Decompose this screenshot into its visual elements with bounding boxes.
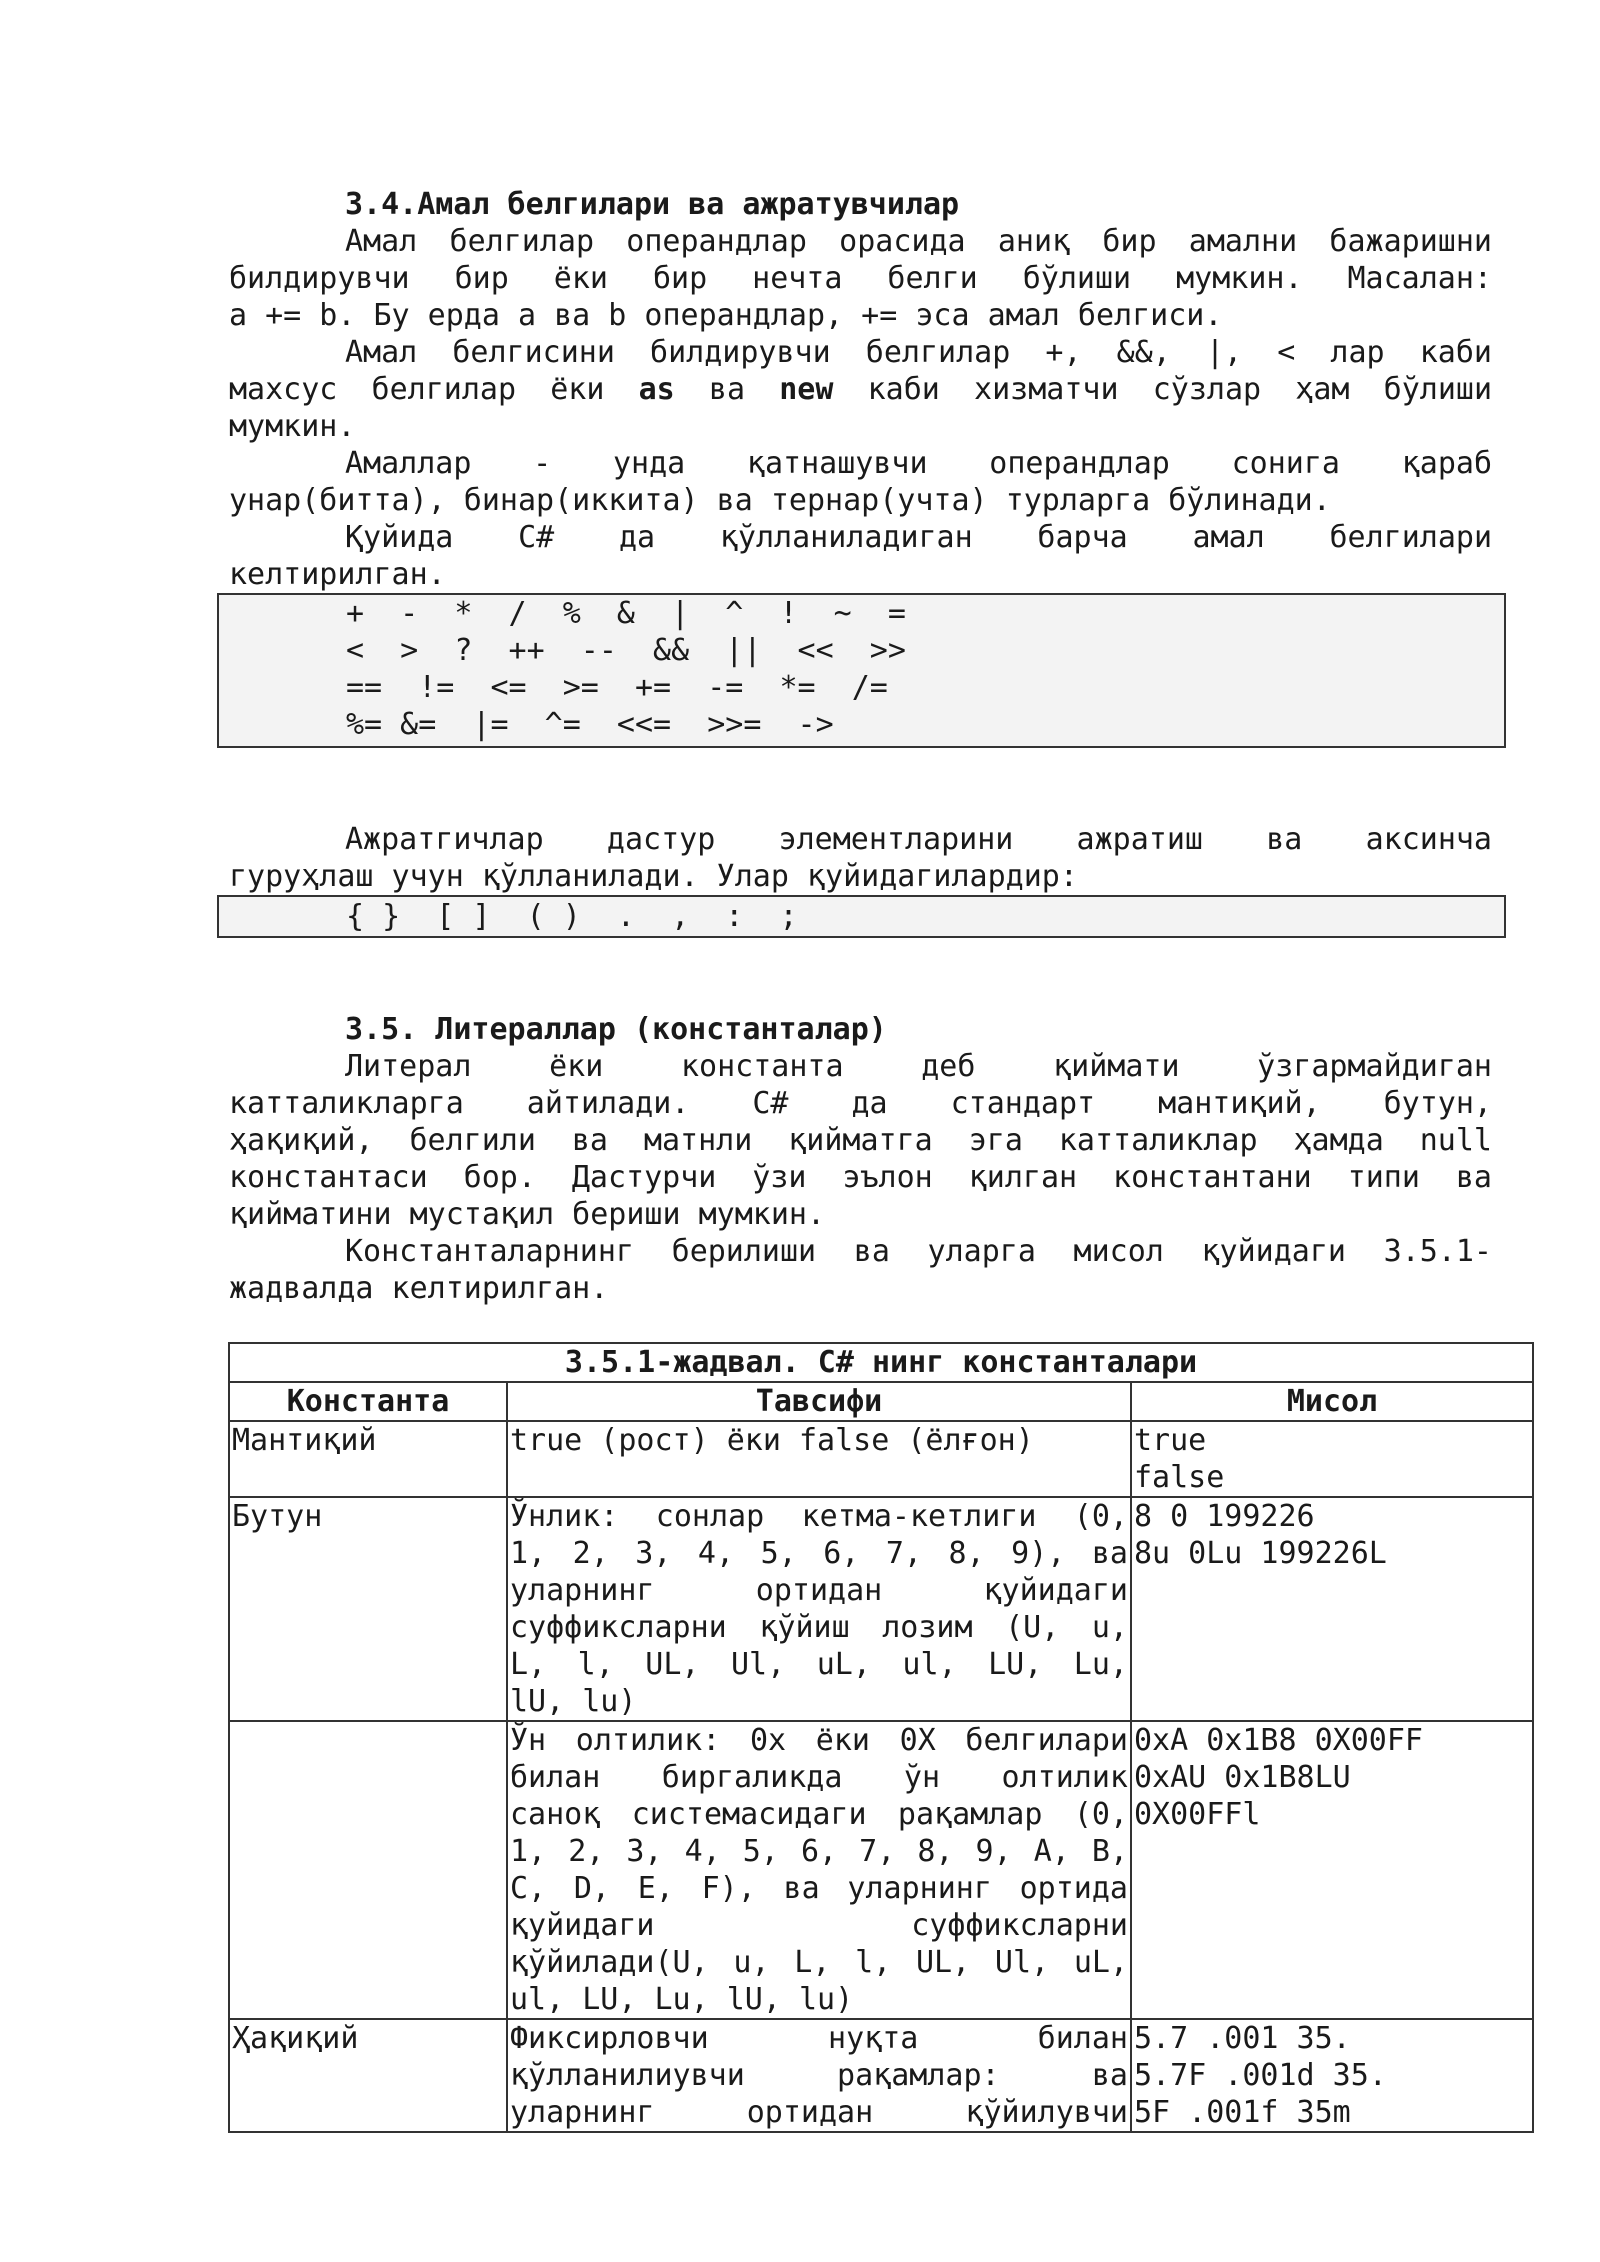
paragraph-line: унар(битта), бинар(иккита) ва тернар(учта) турларга бўлинади. bbox=[229, 483, 1331, 518]
separators-code-box bbox=[217, 895, 1506, 938]
cell-line: уларнинг ортидан қўйилувчи bbox=[510, 2095, 1128, 2130]
paragraph-line: катталикларга айтилади. C# да стандарт мантиқий, бутун, bbox=[229, 1086, 1492, 1121]
cell-line: ul, LU, Lu, lU, lu) bbox=[510, 1982, 854, 2017]
cell-description bbox=[507, 2019, 1131, 2132]
paragraph-line: Константаларнинг берилиши ва уларга мисол қуйидаги 3.5.1- bbox=[345, 1234, 1492, 1269]
cell-line: уларнинг ортидан қуйидаги bbox=[510, 1573, 1128, 1608]
table-row bbox=[229, 2019, 1533, 2132]
cell-line: Фиксирловчи нуқта билан bbox=[510, 2021, 1128, 2056]
operators-code-box bbox=[217, 593, 1506, 748]
operators-line: < > ? ++ -- && || << >> bbox=[346, 633, 906, 668]
column-header: Тавсифи bbox=[507, 1382, 1131, 1421]
section-heading-3-5: 3.5. Литераллар (константалар) bbox=[345, 1012, 887, 1047]
paragraph-line: жадвалда келтирилган. bbox=[229, 1271, 609, 1306]
paragraph-line: a += b. Бу ерда a ва b операндлар, += эса амал белгиси. bbox=[229, 298, 1223, 333]
cell-line: саноқ системасидаги рақамлар (0, bbox=[510, 1797, 1128, 1832]
paragraph-line: Амаллар - унда қатнашувчи операндлар сонига қараб bbox=[345, 446, 1492, 481]
paragraph-line: мумкин. bbox=[229, 409, 356, 444]
paragraph-line: Ажратгичлар дастур элементларини ажратиш ва аксинча bbox=[345, 822, 1492, 857]
cell-line: қўйилади(U, u, L, l, UL, Ul, uL, bbox=[510, 1945, 1128, 1980]
paragraph-line: Амал белгилар операндлар орасида аниқ бир амални бажаришни bbox=[345, 224, 1492, 259]
cell-line: 0xAU 0x1B8LU bbox=[1134, 1760, 1351, 1795]
paragraph-line: келтирилган. bbox=[229, 557, 446, 592]
cell-line: 5.7 .001 35. bbox=[1134, 2021, 1351, 2056]
column-header: Константа bbox=[229, 1382, 507, 1421]
paragraph-line: Амал белгисини билдирувчи белгилар +, &&, |, < лар каби bbox=[345, 335, 1492, 370]
paragraph-line: гуруҳлаш учун қўлланилади. Улар қуйидагилардир: bbox=[229, 859, 1078, 894]
cell-line: 1, 2, 3, 4, 5, 6, 7, 8, 9), ва bbox=[510, 1536, 1128, 1571]
cell-type bbox=[229, 1721, 507, 2019]
section-heading-3-4: 3.4.Амал белгилари ва ажратувчилар bbox=[345, 187, 960, 222]
paragraph-line: Қуйида C# да қўлланиладиган барча амал белгилари bbox=[345, 520, 1492, 555]
cell-line: Ўнлик: сонлар кетма-кетлиги (0, bbox=[510, 1499, 1128, 1534]
cell-line: L, l, UL, Ul, uL, ul, LU, Lu, bbox=[510, 1647, 1128, 1682]
cell-line: 0xA 0x1B8 0X00FF bbox=[1134, 1723, 1423, 1758]
paragraph-line: билдирувчи бир ёки бир нечта белги бўлиши мумкин. Масалан: bbox=[229, 261, 1492, 296]
paragraph-line: константаси бор. Дастурчи ўзи эълон қилган константани типи ва bbox=[229, 1160, 1492, 1195]
text-run: махсус белгилар ёки bbox=[229, 372, 639, 407]
cell-line: 0X00FFl bbox=[1134, 1797, 1261, 1832]
cell-line: 8 0 199226 bbox=[1134, 1499, 1315, 1534]
cell-line: Ўн олтилик: 0x ёки 0X белгилари bbox=[510, 1723, 1128, 1758]
cell-description bbox=[507, 1721, 1131, 2019]
column-header: Мисол bbox=[1131, 1382, 1533, 1421]
operators-line: + - * / % & | ^ ! ~ = bbox=[346, 596, 906, 631]
cell-line: C, D, E, F), ва уларнинг ортида bbox=[510, 1871, 1128, 1906]
paragraph-line-keywords bbox=[229, 371, 1492, 408]
paragraph-line: Литерал ёки константа деб қиймати ўзгармайдиган bbox=[345, 1049, 1492, 1084]
cell-type: Мантиқий bbox=[229, 1421, 507, 1497]
cell-description bbox=[507, 1497, 1131, 1721]
cell-line: 8u 0Lu 199226L bbox=[1134, 1536, 1387, 1571]
cell-line: суффиксларни қўйиш лозим (U, u, bbox=[510, 1610, 1128, 1645]
cell-example bbox=[1131, 1497, 1533, 1721]
paragraph-line: қийматини мустақил бериши мумкин. bbox=[229, 1197, 826, 1232]
table-row bbox=[229, 1721, 1533, 2019]
cell-example bbox=[1131, 2019, 1533, 2132]
text-run: ва bbox=[674, 372, 780, 407]
cell-line: lU, lu) bbox=[510, 1684, 637, 1719]
cell-line: қуйидаги суффиксларни bbox=[510, 1908, 1128, 1943]
cell-line: true bbox=[1134, 1423, 1207, 1458]
table-header-row bbox=[229, 1382, 1533, 1421]
operators-line: %= &= |= ^= <<= >>= -> bbox=[346, 707, 834, 742]
cell-type: Ҳақиқий bbox=[229, 2019, 507, 2132]
cell-line: 1, 2, 3, 4, 5, 6, 7, 8, 9, A, B, bbox=[510, 1834, 1128, 1869]
keyword-as: as bbox=[638, 372, 675, 407]
cell-line: қўлланилиувчи рақамлар: ва bbox=[510, 2058, 1128, 2093]
separators-line: { } [ ] ( ) . , : ; bbox=[346, 899, 798, 934]
operators-line: == != <= >= += -= *= /= bbox=[346, 670, 888, 705]
cell-description bbox=[507, 1421, 1131, 1497]
text-run: каби хизматчи сўзлар ҳам бўлиши bbox=[833, 372, 1493, 407]
table-caption-row bbox=[229, 1343, 1533, 1382]
cell-type: Бутун bbox=[229, 1497, 507, 1721]
table-row bbox=[229, 1497, 1533, 1721]
cell-example bbox=[1131, 1421, 1533, 1497]
cell-example bbox=[1131, 1721, 1533, 2019]
cell-line: 5F .001f 35m bbox=[1134, 2095, 1351, 2130]
paragraph-line: ҳақиқий, белгили ва матнли қийматга эга катталиклар ҳамда null bbox=[229, 1123, 1492, 1158]
keyword-new: new bbox=[779, 372, 834, 407]
table-row bbox=[229, 1421, 1533, 1497]
constants-table bbox=[228, 1342, 1534, 2133]
cell-line: билан биргаликда ўн олтилик bbox=[510, 1760, 1128, 1795]
table-caption: 3.5.1-жадвал. C# нинг константалари bbox=[229, 1343, 1533, 1382]
cell-line: true (рост) ёки false (ёлғон) bbox=[510, 1423, 1034, 1458]
cell-line: false bbox=[1134, 1460, 1225, 1495]
cell-line: 5.7F .001d 35. bbox=[1134, 2058, 1387, 2093]
